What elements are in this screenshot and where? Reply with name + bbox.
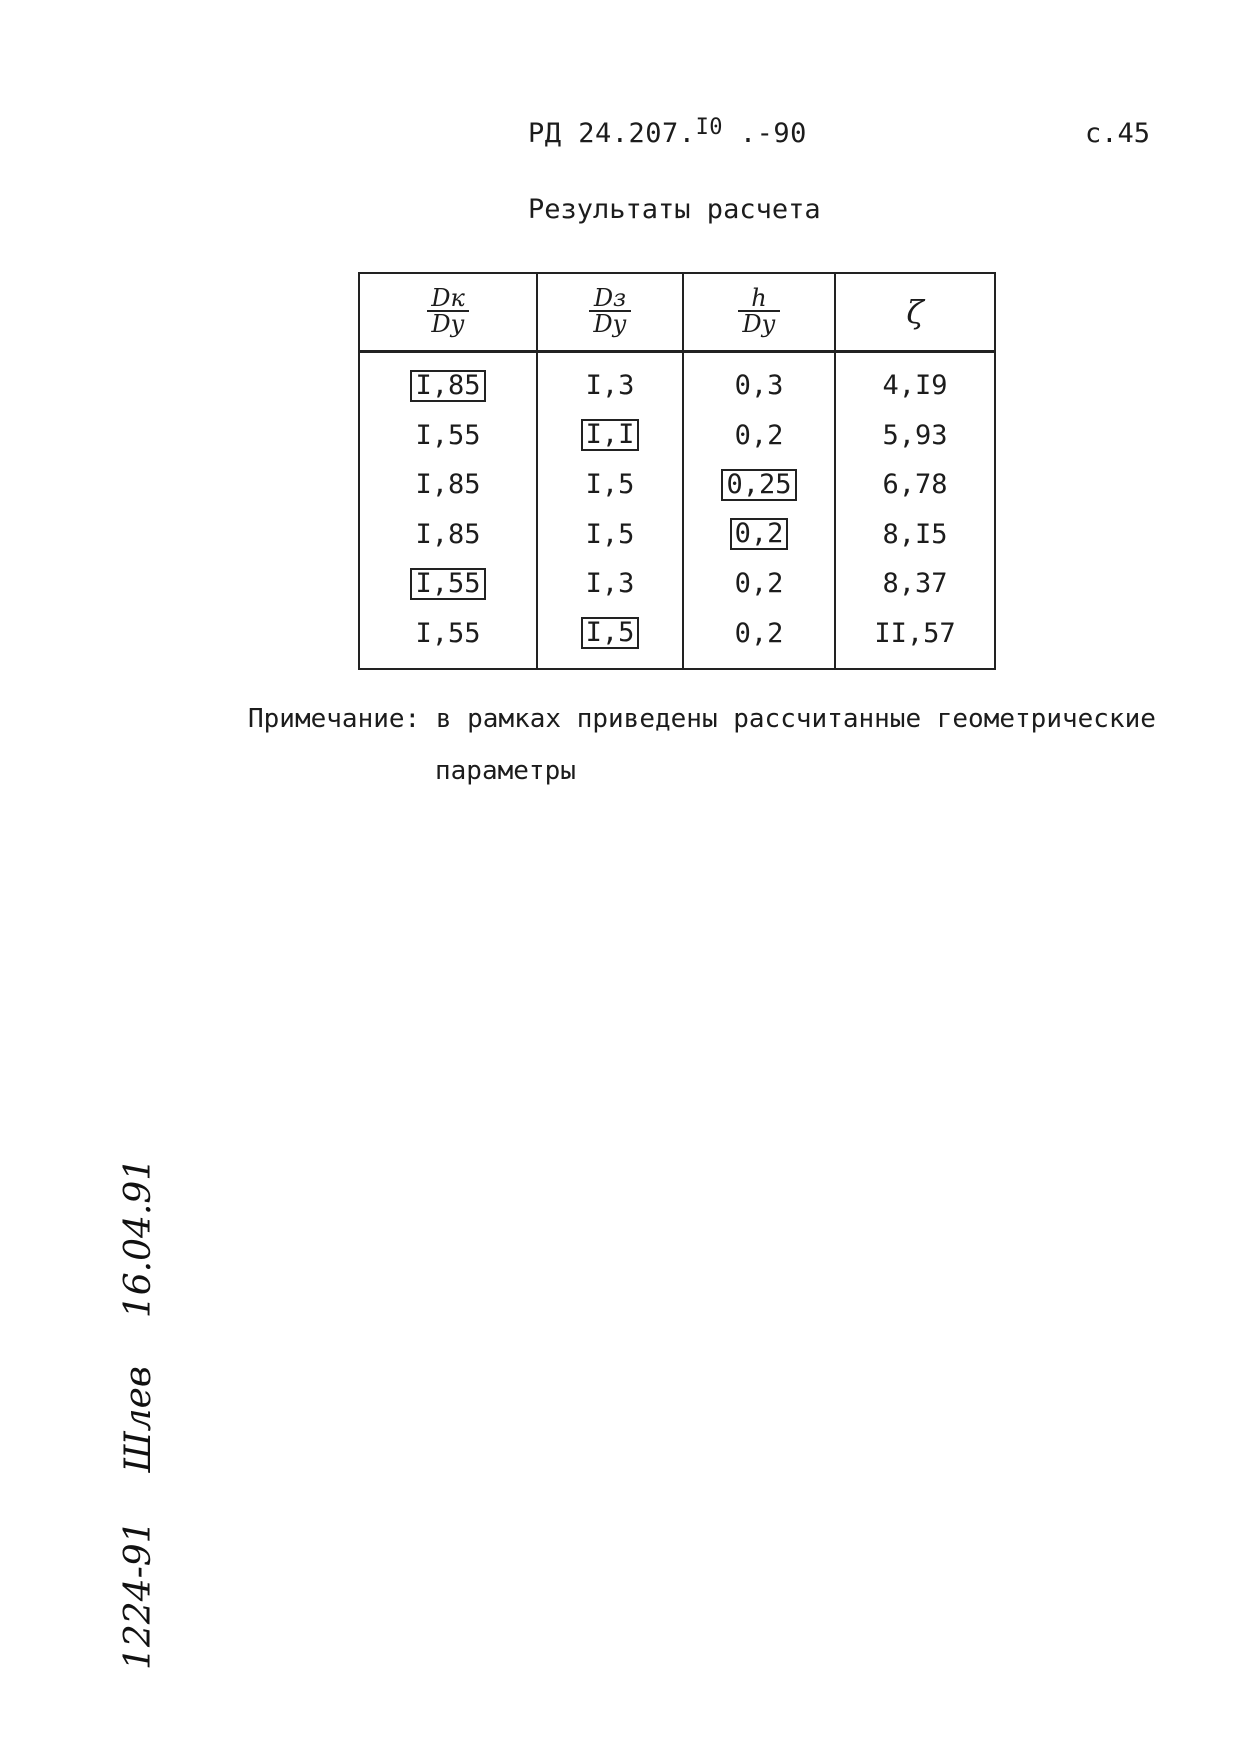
- table-row: [359, 460, 995, 510]
- framed-value: I,5: [581, 617, 640, 649]
- table-row: [359, 510, 995, 560]
- document-code-number: I0: [695, 115, 724, 140]
- framed-value: 0,2: [730, 518, 789, 550]
- page-title: Результаты расчета: [528, 194, 821, 225]
- fraction-numerator: Dк: [427, 286, 469, 312]
- cell-value: 0,2: [734, 568, 784, 600]
- framed-value: I,I: [581, 419, 640, 451]
- table-cell: [537, 352, 683, 411]
- table-cell: [683, 559, 835, 609]
- table-cell: [835, 411, 995, 461]
- table-cell: [835, 352, 995, 411]
- cell-value: 5,93: [882, 419, 948, 451]
- table-cell: [537, 411, 683, 461]
- fraction-numerator: Dз: [589, 286, 630, 312]
- cell-value: 4,I9: [882, 370, 948, 402]
- cell-value: 8,I5: [882, 518, 948, 550]
- zeta-symbol: ζ: [906, 293, 924, 331]
- results-table: [358, 272, 996, 670]
- table-cell: [683, 411, 835, 461]
- header-zeta: [835, 273, 995, 352]
- handwritten-stamp: [118, 1110, 159, 1670]
- table-cell: [835, 559, 995, 609]
- cell-value: I,5: [585, 469, 635, 501]
- cell-value: I,3: [585, 568, 635, 600]
- fraction-denominator: Dу: [593, 309, 627, 338]
- cell-value: I,55: [415, 419, 481, 451]
- page-number: с.45: [1085, 118, 1151, 149]
- table-cell: [683, 352, 835, 411]
- fraction-denominator: Dу: [742, 309, 776, 338]
- table-cell: [683, 510, 835, 560]
- table-cell: [359, 559, 537, 609]
- stamp-number: 1224-91: [118, 1520, 159, 1670]
- table-cell: [835, 609, 995, 670]
- cell-value: I,85: [415, 518, 481, 550]
- cell-value: 0,2: [734, 617, 784, 649]
- cell-value: I,85: [415, 469, 481, 501]
- cell-value: 8,37: [882, 568, 948, 600]
- table-cell: [537, 609, 683, 670]
- table-cell: [537, 510, 683, 560]
- fraction: [589, 283, 630, 338]
- table-cell: [359, 460, 537, 510]
- header-h-dy: [683, 273, 835, 352]
- table-cell: [835, 510, 995, 560]
- cell-value: I,3: [585, 370, 635, 402]
- framed-value: 0,25: [721, 469, 796, 501]
- fraction: [738, 283, 779, 338]
- table-cell: [683, 460, 835, 510]
- table-cell: [537, 460, 683, 510]
- cell-value: I,55: [415, 617, 481, 649]
- table-cell: [537, 559, 683, 609]
- cell-value: 0,3: [734, 370, 784, 402]
- table-row: [359, 411, 995, 461]
- table-header-row: [359, 273, 995, 352]
- cell-value: 0,2: [734, 419, 784, 451]
- table-row: [359, 352, 995, 411]
- fraction: [427, 283, 469, 338]
- document-code: [528, 115, 807, 149]
- note-line-2: параметры: [435, 756, 576, 786]
- framed-value: I,85: [410, 370, 485, 402]
- table-cell: [835, 460, 995, 510]
- header-dk-dy: [359, 273, 537, 352]
- document-code-suffix: .-90: [723, 118, 807, 149]
- table-cell: [359, 352, 537, 411]
- cell-value: I,5: [585, 518, 635, 550]
- table-cell: [359, 609, 537, 670]
- framed-value: I,55: [410, 568, 485, 600]
- cell-value: II,57: [874, 617, 956, 649]
- fraction-numerator: h: [738, 286, 779, 312]
- stamp-signature: Шлев: [118, 1366, 159, 1473]
- table-cell: [359, 411, 537, 461]
- table-row: [359, 609, 995, 670]
- table-row: [359, 559, 995, 609]
- note-line-1: Примечание: в рамках приведены рассчитанные геометрические: [248, 704, 1156, 734]
- table-cell: [683, 609, 835, 670]
- stamp-date: 16.04.91: [118, 1157, 159, 1319]
- header-dz-dy: [537, 273, 683, 352]
- cell-value: 6,78: [882, 469, 948, 501]
- document-code-prefix: РД 24.207.: [528, 118, 696, 149]
- table-cell: [359, 510, 537, 560]
- fraction-denominator: Dу: [431, 309, 465, 338]
- table-body: [359, 352, 995, 670]
